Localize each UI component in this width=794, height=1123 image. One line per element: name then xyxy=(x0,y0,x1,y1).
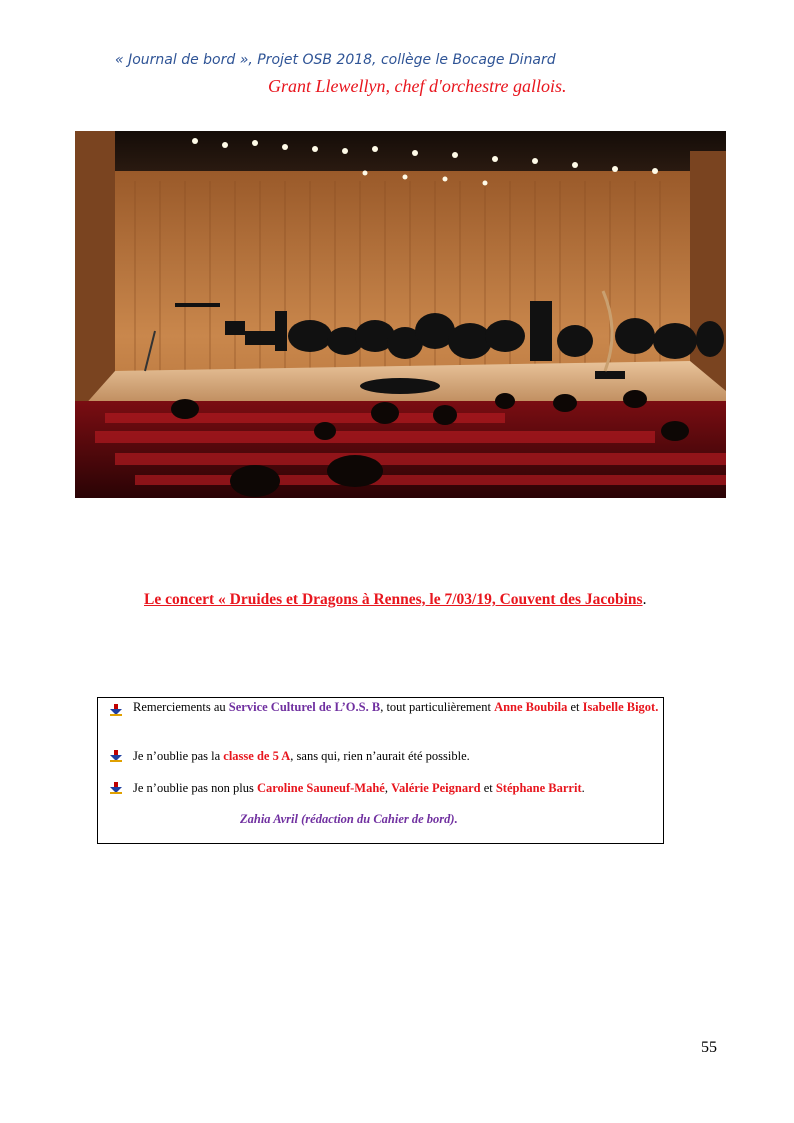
class-name: classe de 5 A xyxy=(223,749,291,763)
service-culturel-name: Service Culturel de L’O.S. B xyxy=(228,700,381,714)
thanks-item-class xyxy=(133,748,661,766)
orchestra-stage-photo xyxy=(75,131,726,498)
class-prefix: Je n’oublie pas la xyxy=(133,749,224,763)
person-isabelle-bigot: Isabelle Bigot. xyxy=(582,700,659,714)
acknowledgements-box xyxy=(97,697,664,844)
person-stephane-barrit: Stéphane Barrit xyxy=(495,781,582,795)
person-anne-boubila: Anne Boubila xyxy=(494,700,568,714)
concert-title-period: . xyxy=(642,591,647,608)
conjunction: et xyxy=(480,781,496,795)
class-suffix: , sans qui, rien n’aurait été possible. xyxy=(290,749,470,763)
signature: Zahia Avril (rédaction du Cahier de bord). xyxy=(240,812,458,826)
concert-title xyxy=(144,591,646,609)
arrow-bullet-icon xyxy=(110,750,122,762)
conjunction: et xyxy=(567,700,583,714)
separator: , xyxy=(384,781,392,795)
arrow-bullet-icon xyxy=(110,704,122,716)
page-number: 55 xyxy=(701,1039,717,1056)
photo-caption-title: Grant Llewellyn, chef d'orchestre gallois. xyxy=(268,76,567,96)
concert-title-text: Le concert « Druides et Dragons à Rennes, le 7/03/19, Couvent des Jacobins xyxy=(144,591,643,608)
person-caroline-sauneuf-mahe: Caroline Sauneuf-Mahé xyxy=(256,781,385,795)
journal-header: « Journal de bord », Projet OSB 2018, collège le Bocage Dinard xyxy=(115,52,556,68)
person-valerie-peignard: Valérie Peignard xyxy=(391,781,481,795)
thanks-item-service xyxy=(133,699,661,717)
thanks-prefix: Remerciements au xyxy=(133,700,229,714)
people-prefix: Je n’oublie pas non plus xyxy=(133,781,257,795)
thanks-item-people xyxy=(133,780,661,798)
arrow-bullet-icon xyxy=(110,782,122,794)
sentence-period: . xyxy=(581,781,585,795)
thanks-middle: , tout particulièrement xyxy=(380,700,495,714)
